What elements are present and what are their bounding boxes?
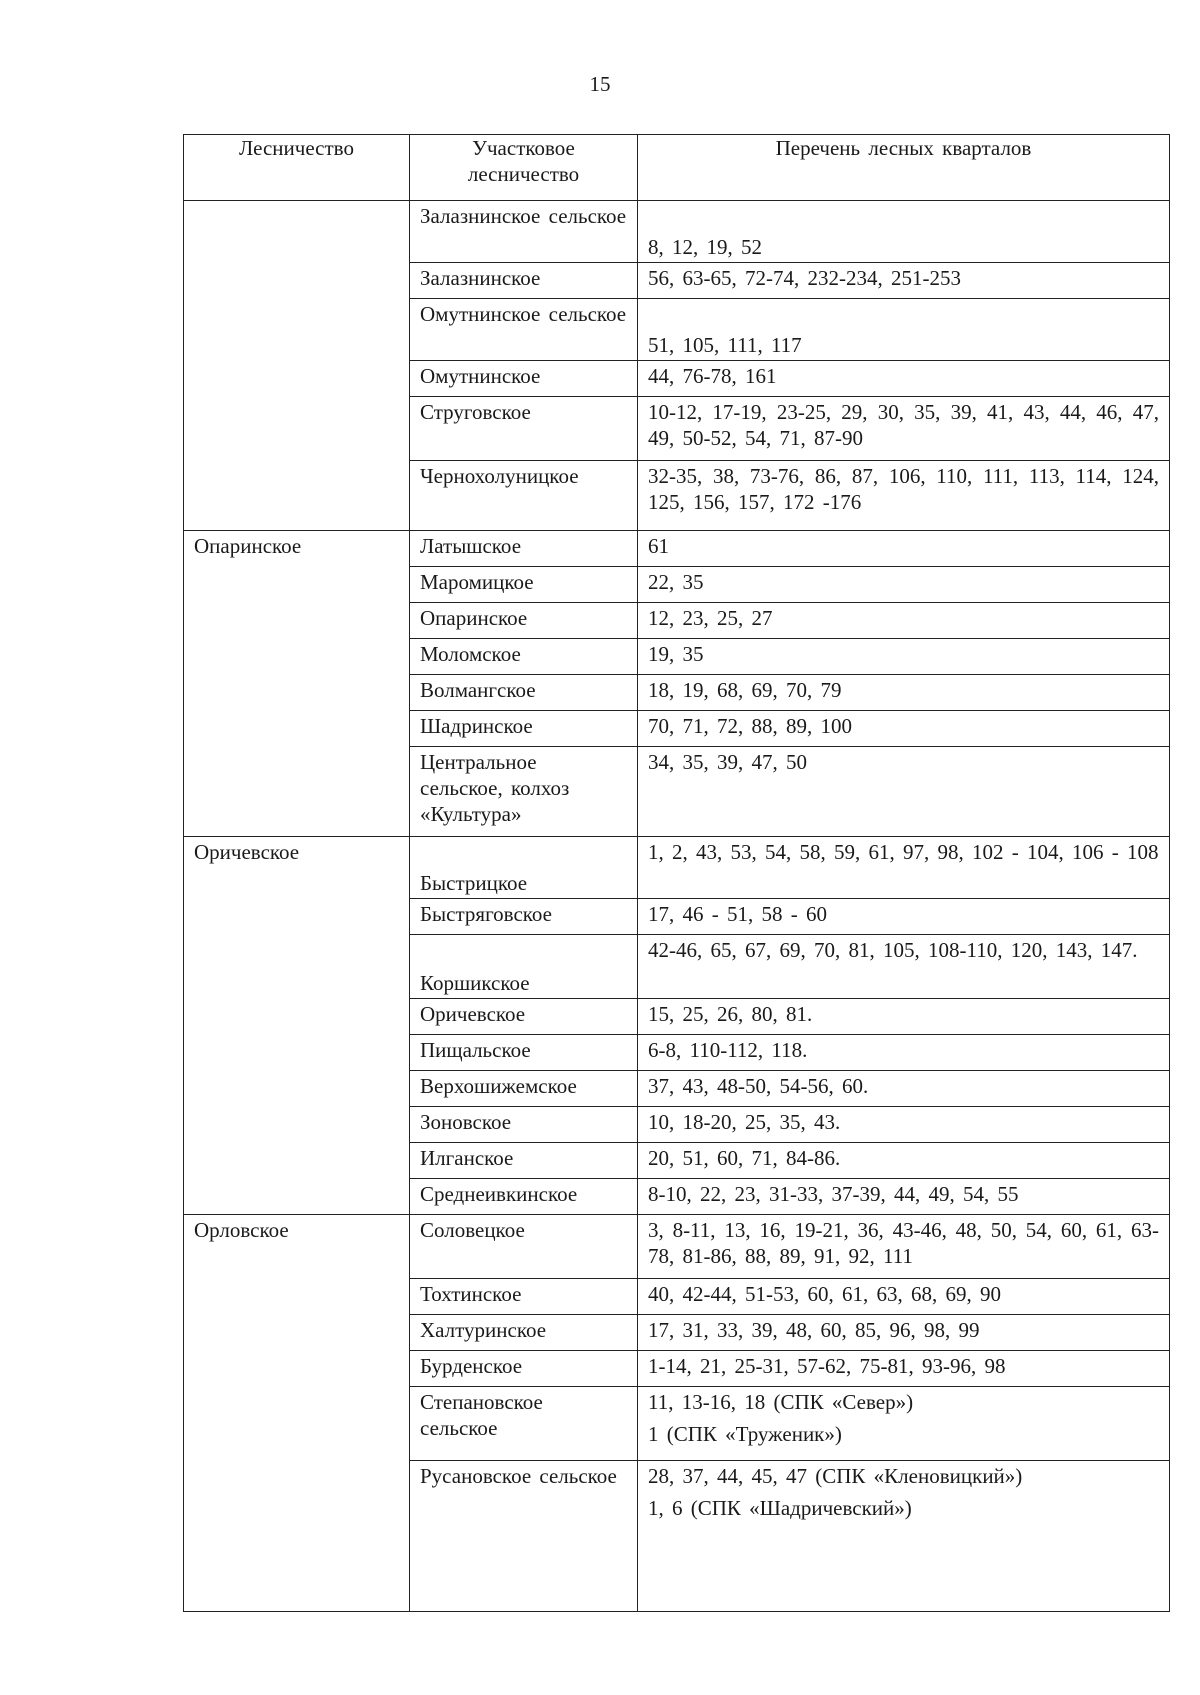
district-cell: Шадринское <box>410 711 638 747</box>
district-cell: Центральное сельское, колхоз «Культура» <box>410 747 638 837</box>
district-cell: Быстряговское <box>410 899 638 935</box>
district-cell: Верхошижемское <box>410 1071 638 1107</box>
quarters-cell <box>638 1387 1170 1461</box>
table-row <box>184 201 1170 263</box>
table-row <box>184 531 1170 567</box>
quarters-cell: 22, 35 <box>638 567 1170 603</box>
district-cell: Омутнинское <box>410 361 638 397</box>
quarters-line: 28, 37, 44, 45, 47 (СПК «Кленовицкий») <box>648 1464 1023 1488</box>
quarters-cell: 10, 18-20, 25, 35, 43. <box>638 1107 1170 1143</box>
district-cell: Пищальское <box>410 1035 638 1071</box>
quarters-cell: 34, 35, 39, 47, 50 <box>638 747 1170 837</box>
quarters-cell: 15, 25, 26, 80, 81. <box>638 999 1170 1035</box>
quarters-cell: 42-46, 65, 67, 69, 70, 81, 105, 108-110, 120, 143, 147. <box>638 935 1170 999</box>
quarters-cell: 70, 71, 72, 88, 89, 100 <box>638 711 1170 747</box>
quarters-cell: 6-8, 110-112, 118. <box>638 1035 1170 1071</box>
quarters-cell: 32-35, 38, 73-76, 86, 87, 106, 110, 111, 113, 114, 124, 125, 156, 157, 172 -176 <box>638 461 1170 531</box>
quarters-cell: 56, 63-65, 72-74, 232-234, 251-253 <box>638 263 1170 299</box>
quarters-cell: 51, 105, 111, 117 <box>638 299 1170 361</box>
district-cell: Быстрицкое <box>410 837 638 899</box>
district-cell: Тохтинское <box>410 1279 638 1315</box>
forestry-cell: Опаринское <box>184 531 410 837</box>
quarters-cell: 17, 31, 33, 39, 48, 60, 85, 96, 98, 99 <box>638 1315 1170 1351</box>
quarters-cell <box>638 1461 1170 1612</box>
page-number: 15 <box>589 72 611 96</box>
quarters-cell: 61 <box>638 531 1170 567</box>
district-cell: Моломское <box>410 639 638 675</box>
quarters-cell: 1, 2, 43, 53, 54, 58, 59, 61, 97, 98, 102 - 104, 106 - 108 <box>638 837 1170 899</box>
quarters-cell: 40, 42-44, 51-53, 60, 61, 63, 68, 69, 90 <box>638 1279 1170 1315</box>
quarters-cell: 37, 43, 48-50, 54-56, 60. <box>638 1071 1170 1107</box>
quarters-cell: 18, 19, 68, 69, 70, 79 <box>638 675 1170 711</box>
district-cell: Омутнинское сельское <box>410 299 638 361</box>
forestry-cell <box>184 201 410 531</box>
quarters-line: 11, 13-16, 18 (СПК «Север») <box>648 1390 914 1414</box>
table-row <box>184 837 1170 899</box>
quarters-cell: 12, 23, 25, 27 <box>638 603 1170 639</box>
district-cell: Бурденское <box>410 1351 638 1387</box>
district-cell: Среднеивкинское <box>410 1179 638 1215</box>
district-cell: Зоновское <box>410 1107 638 1143</box>
forest-quarters-table <box>183 134 1170 1612</box>
header-forestry: Лесничество <box>184 135 410 201</box>
quarters-cell: 3, 8-11, 13, 16, 19-21, 36, 43-46, 48, 50, 54, 60, 61, 63-78, 81-86, 88, 89, 91, 92, 111 <box>638 1215 1170 1279</box>
district-cell: Волмангское <box>410 675 638 711</box>
quarters-cell: 20, 51, 60, 71, 84-86. <box>638 1143 1170 1179</box>
district-cell: Залазнинское <box>410 263 638 299</box>
quarters-cell: 10-12, 17-19, 23-25, 29, 30, 35, 39, 41, 43, 44, 46, 47, 49, 50-52, 54, 71, 87-90 <box>638 397 1170 461</box>
header-district: Участковое лесничество <box>410 135 638 201</box>
district-cell: Соловецкое <box>410 1215 638 1279</box>
district-cell: Залазнинское сельское <box>410 201 638 263</box>
district-cell: Коршикское <box>410 935 638 999</box>
district-cell: Чернохолуницкое <box>410 461 638 531</box>
district-cell: Илганское <box>410 1143 638 1179</box>
district-cell: Оричевское <box>410 999 638 1035</box>
quarters-cell: 8, 12, 19, 52 <box>638 201 1170 263</box>
quarters-cell: 19, 35 <box>638 639 1170 675</box>
district-cell: Халтуринское <box>410 1315 638 1351</box>
district-cell: Латышское <box>410 531 638 567</box>
quarters-cell: 17, 46 - 51, 58 - 60 <box>638 899 1170 935</box>
quarters-line: 1, 6 (СПК «Шадричевский») <box>648 1496 912 1520</box>
forestry-cell: Оричевское <box>184 837 410 1215</box>
district-cell: Опаринское <box>410 603 638 639</box>
quarters-cell: 1-14, 21, 25-31, 57-62, 75-81, 93-96, 98 <box>638 1351 1170 1387</box>
header-quarters: Перечень лесных кварталов <box>638 135 1170 201</box>
district-cell: Маромицкое <box>410 567 638 603</box>
forestry-cell: Орловское <box>184 1215 410 1612</box>
district-cell: Струговское <box>410 397 638 461</box>
district-cell: Русановское сельское <box>410 1461 638 1612</box>
table-row <box>184 1215 1170 1279</box>
quarters-cell: 44, 76-78, 161 <box>638 361 1170 397</box>
quarters-line: 1 (СПК «Труженик») <box>648 1422 842 1446</box>
quarters-cell: 8-10, 22, 23, 31-33, 37-39, 44, 49, 54, 55 <box>638 1179 1170 1215</box>
district-cell: Степановское сельское <box>410 1387 638 1461</box>
